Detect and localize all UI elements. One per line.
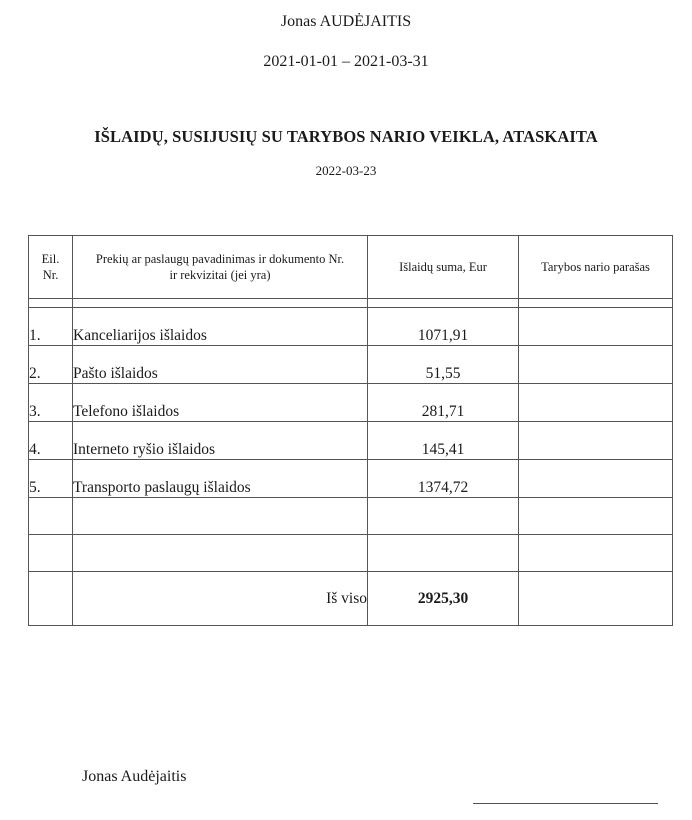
spacer-cell <box>29 299 73 308</box>
empty-cell <box>368 498 519 535</box>
spacer-cell <box>519 299 673 308</box>
spacer-cell <box>368 299 519 308</box>
signature-cell <box>519 384 673 422</box>
table-row <box>29 384 673 422</box>
signature-cell <box>519 460 673 498</box>
empty-cell <box>73 498 368 535</box>
expense-table <box>28 235 673 626</box>
row-number: 2. <box>29 346 73 384</box>
table-row <box>29 460 673 498</box>
total-empty-cell <box>29 572 73 626</box>
column-header-name-line1: Prekių ar paslaugų pavadinimas ir dokumento Nr. <box>95 252 345 266</box>
column-header-signature: Tarybos nario parašas <box>519 236 673 299</box>
table-row <box>29 422 673 460</box>
column-header-name-line2: ir rekvizitai (jei yra) <box>169 268 271 282</box>
signature-cell <box>519 346 673 384</box>
author-name-footer: Jonas Audėjaitis <box>82 768 187 785</box>
row-number: 1. <box>29 308 73 346</box>
expense-sum: 145,41 <box>368 422 519 460</box>
table-spacer-row <box>29 299 673 308</box>
column-header-sum: Išlaidų suma, Eur <box>368 236 519 299</box>
expense-sum: 281,71 <box>368 384 519 422</box>
table-total-row <box>29 572 673 626</box>
row-number: 4. <box>29 422 73 460</box>
spacer-cell <box>73 299 368 308</box>
total-label: Iš viso <box>73 572 368 626</box>
row-number: 5. <box>29 460 73 498</box>
table-header-row <box>29 236 673 299</box>
total-signature-cell <box>519 572 673 626</box>
report-title: IŠLAIDŲ, SUSIJUSIŲ SU TARYBOS NARIO VEIKLA, ATASKAITA <box>94 127 598 146</box>
expense-name: Interneto ryšio išlaidos <box>73 422 368 460</box>
empty-cell <box>519 498 673 535</box>
expense-name: Telefono išlaidos <box>73 384 368 422</box>
expense-name: Transporto paslaugų išlaidos <box>73 460 368 498</box>
empty-cell <box>73 535 368 572</box>
expense-sum: 1374,72 <box>368 460 519 498</box>
column-header-number <box>29 236 73 299</box>
table-row <box>29 308 673 346</box>
expense-sum: 51,55 <box>368 346 519 384</box>
signature-cell <box>519 422 673 460</box>
reporting-period: 2021-01-01 – 2021-03-31 <box>263 53 429 70</box>
signature-line <box>473 803 658 804</box>
signature-cell <box>519 308 673 346</box>
expense-name: Pašto išlaidos <box>73 346 368 384</box>
empty-cell <box>29 498 73 535</box>
table-row-empty <box>29 535 673 572</box>
empty-cell <box>29 535 73 572</box>
table-row-empty <box>29 498 673 535</box>
total-value: 2925,30 <box>368 572 519 626</box>
column-header-number-line1: Eil. <box>41 252 60 266</box>
report-date: 2022-03-23 <box>315 163 377 178</box>
author-name-header: Jonas AUDĖJAITIS <box>280 13 412 30</box>
empty-cell <box>368 535 519 572</box>
expense-name: Kanceliarijos išlaidos <box>73 308 368 346</box>
empty-cell <box>519 535 673 572</box>
expense-sum: 1071,91 <box>368 308 519 346</box>
table-row <box>29 346 673 384</box>
column-header-name <box>73 236 368 299</box>
column-header-number-line2: Nr. <box>42 268 59 282</box>
row-number: 3. <box>29 384 73 422</box>
